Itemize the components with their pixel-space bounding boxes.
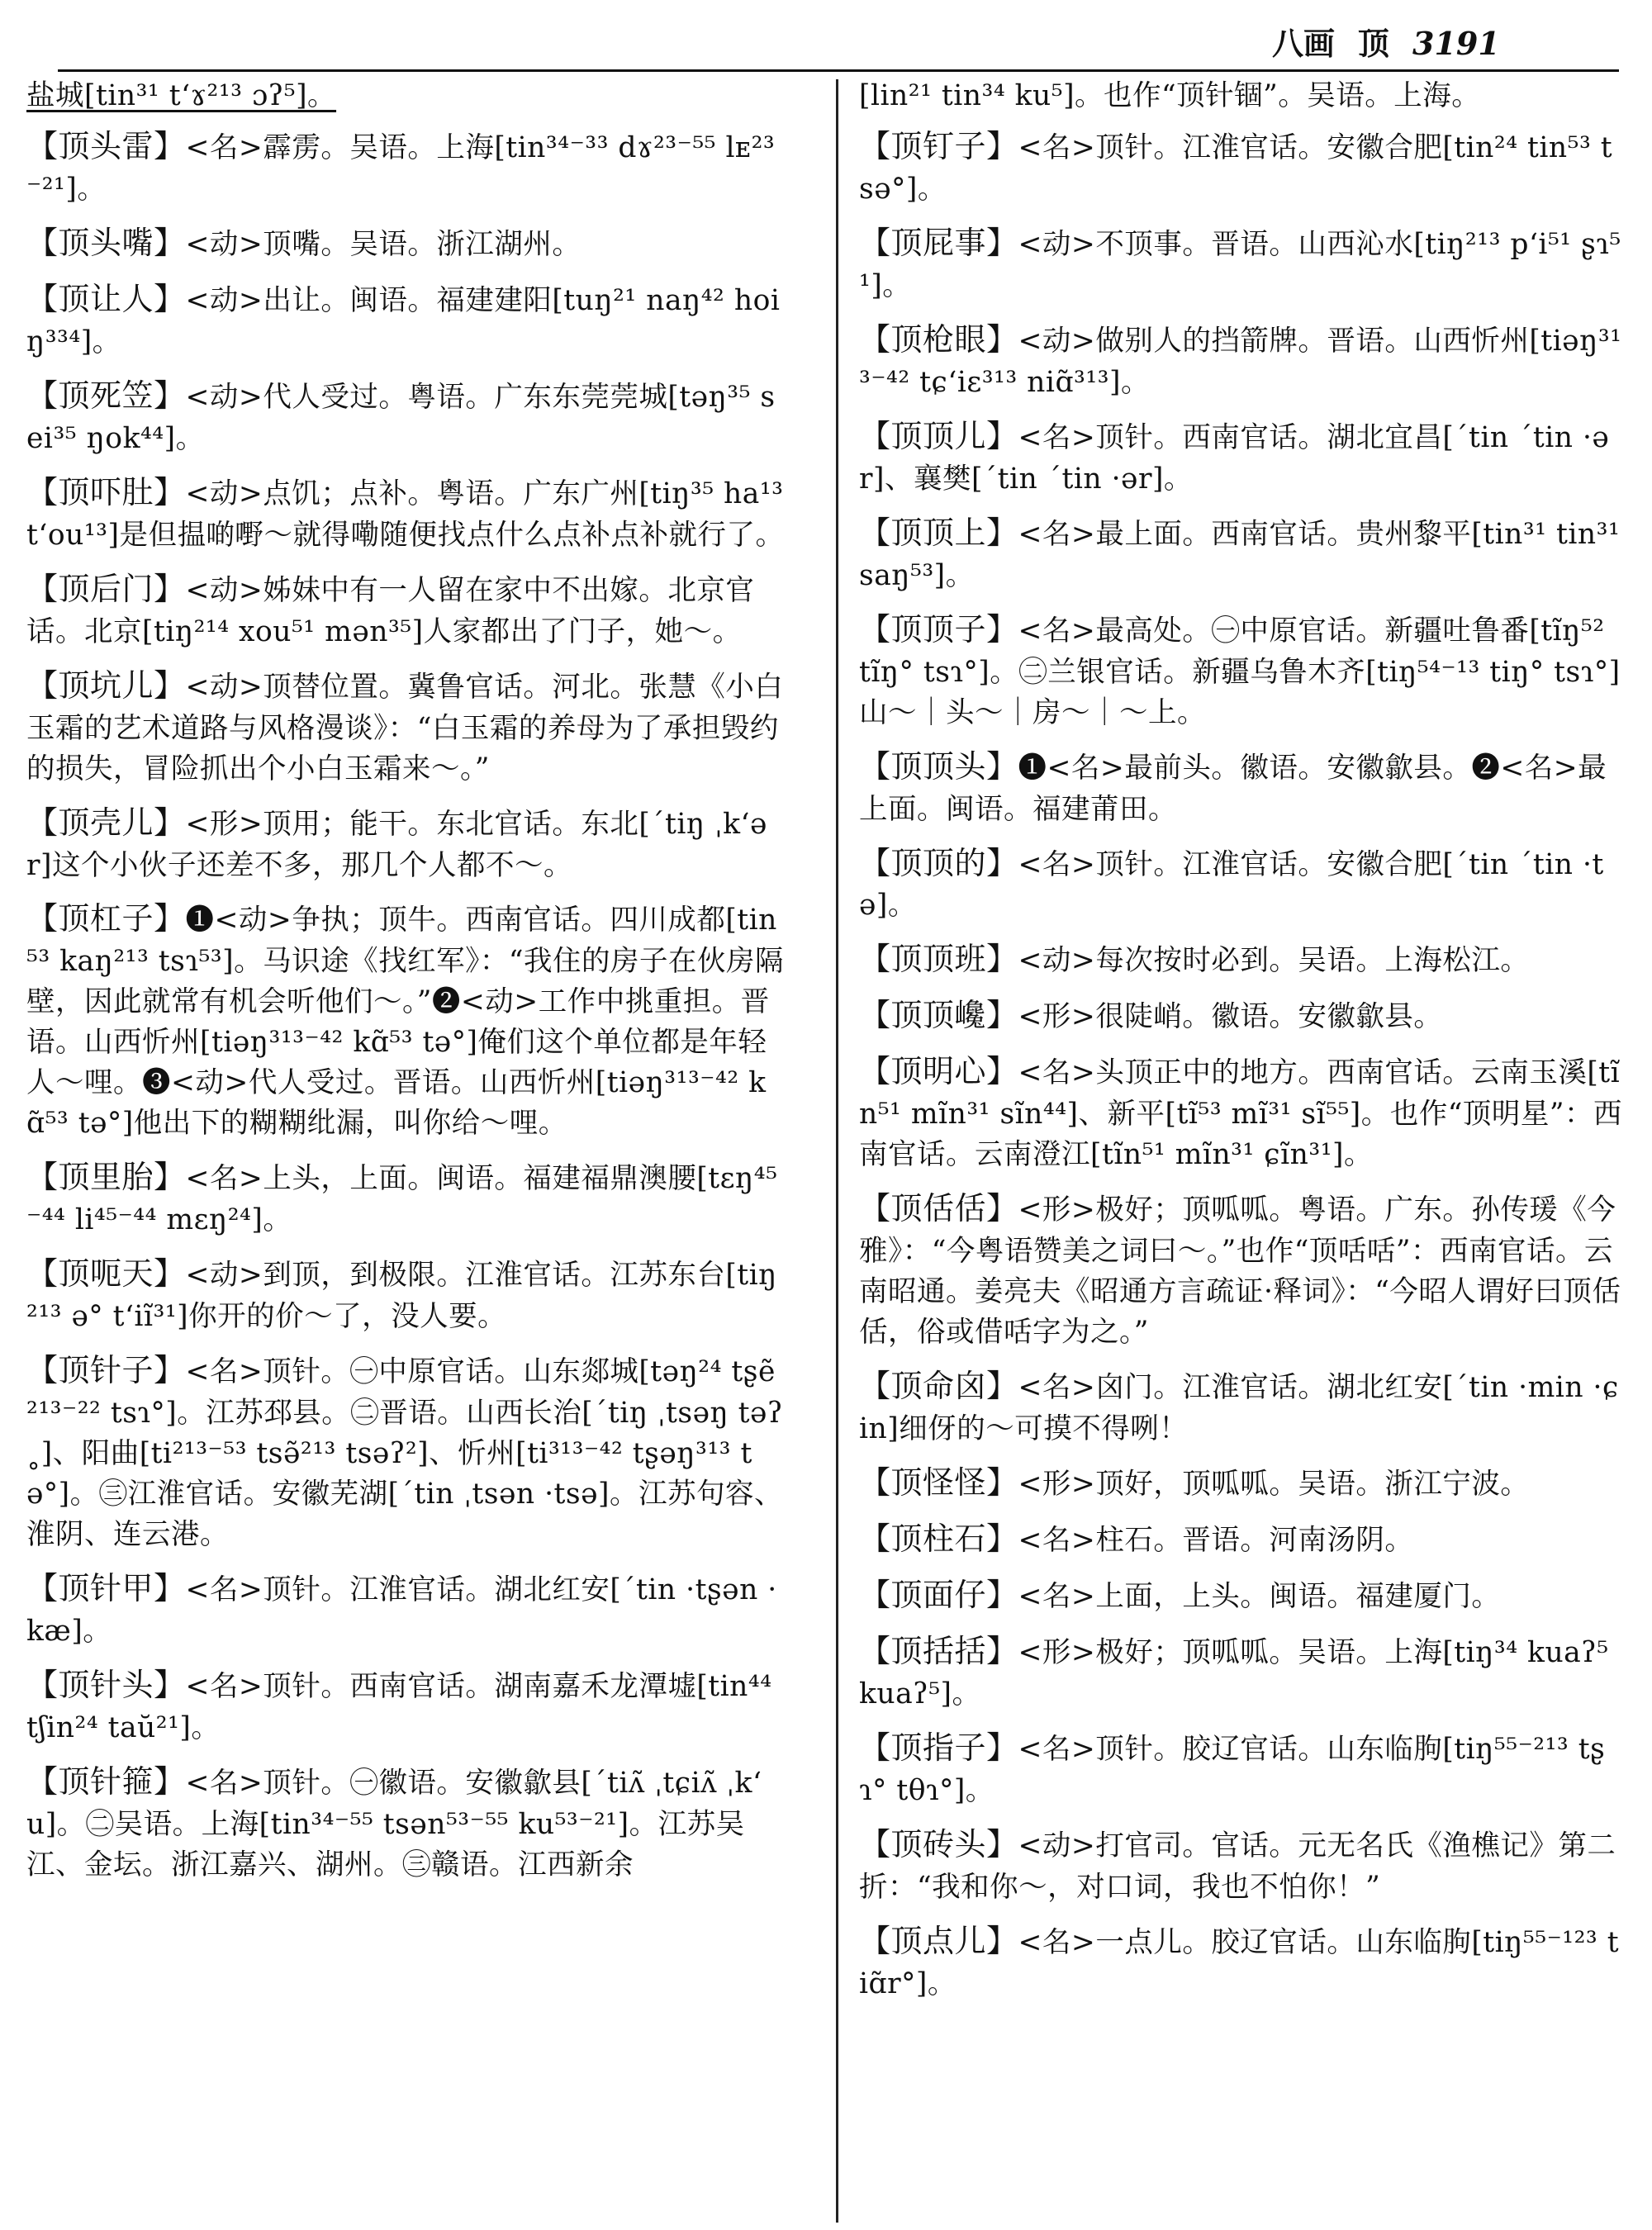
dictionary-entry [859,1630,1623,1715]
entry-text: <名>顶针。㊀徽语。安徽歙县[ˊtiʌ̃ ˌtɕiʌ̃ ˌkʻu]。㊁吴语。上海[tin³⁴⁻⁵⁵ tsən⁵³⁻⁵⁵ ku⁵³⁻²¹]。江苏吴江、金坛。浙江嘉兴、湖州。㊂赣语。江西新余 [26,1767,762,1881]
entry-headword: 【顶顶班】 [859,941,1018,978]
entry-headword: 【顶杠子】 [26,900,186,937]
entry-headword: 【顶怪怪】 [859,1464,1018,1502]
entry-text: <动>出让。闽语。福建建阳[tuŋ²¹ naŋ⁴² hoiŋ³³⁴]。 [26,283,781,358]
entry-headword: 【顶砖头】 [859,1825,1018,1862]
entry-text: <形>极好；顶呱呱。粤语。广东。孙传瑗《今雅》：“今粤语赞美之词曰～。”也作“顶咶咶”：西南官话。云南昭通。姜亮夫《昭通方言疏证·释词》：“今昭人谓好曰顶佸佸，俗或借咶字为之。” [859,1193,1621,1350]
entry-text: <名>最上面。西南官话。贵州黎平[tin³¹ tin³¹ saŋ⁵³]。 [859,517,1621,592]
entry-headword: 【顶头嘴】 [26,224,186,261]
entry-text: <动>顶替位置。冀鲁官话。河北。张慧《小白玉霜的艺术道路与风格漫谈》：“白玉霜的养母为了承担毁约的损失，冒险抓出个小白玉霜来～。” [26,670,784,785]
entry-text: <动>每次按时必到。吴语。上海松江。 [1018,944,1530,978]
dictionary-entry [26,664,786,790]
entry-text: ❶<名>最前头。徽语。安徽歙县。❷<名>最上面。闽语。福建莆田。 [859,751,1607,826]
dictionary-entry [859,1517,1623,1562]
entry-headword: 【顶括括】 [859,1633,1018,1669]
entry-headword: 【顶佸佸】 [859,1190,1018,1227]
entry-text: <名>上面，上头。闽语。福建厦门。 [1018,1580,1501,1614]
entry-text: <形>顶好，顶呱呱。吴语。浙江宁波。 [1018,1468,1530,1502]
entry-headword: 【顶后门】 [26,570,186,607]
entry-headword: 【顶吓肚】 [26,473,186,510]
entry-text: <名>霹雳。吴语。上海[tin³⁴⁻³³ dɤ²³⁻⁵⁵ lᴇ²³⁻²¹]。 [26,130,776,206]
entry-text: ❶<动>争执；顶牛。西南官话。四川成都[tin⁵³ kaŋ²¹³ tsɿ⁵³]。马识途《找红军》：“我住的房子在伙房隔壁，因此就常有机会听他们～。”❷<动>工作中挑重担。晋语。山西忻州[tiəŋ³¹³⁻⁴² kɑ̃⁵³ tə°]俺们这个单位都是年轻人～哩。❸<动>代人受过。晋语。山西忻州[tiəŋ³¹³⁻⁴² kɑ̃⁵³ tə°]他出下的糊糊纰漏，叫你给～哩。 [26,904,784,1141]
dictionary-entry [26,1252,786,1337]
entry-headword: 【顶枪眼】 [859,320,1018,358]
entry-text: <动>点饥；点补。粤语。广东广州[tiŋ³⁵ ha¹³ tʻou¹³]是但揾啲嘢～就得嘞随便找点什么点补点补就行了。 [26,477,785,552]
dictionary-entry [26,1760,786,1886]
entry-headword: 【顶针箍】 [26,1763,186,1800]
entry-headword: 【顶死笠】 [26,377,186,414]
entry-headword: 【顶点儿】 [859,1922,1018,1959]
entry-headword: 【顶顶的】 [859,844,1018,881]
dictionary-entry [26,1155,786,1241]
entry-text: <形>极好；顶呱呱。吴语。上海[tiŋ³⁴ kuaʔ⁵ kuaʔ⁵]。 [859,1636,1609,1710]
entry-headword: 【顶屁事】 [859,224,1018,261]
entry-headword: 【顶针子】 [26,1352,186,1389]
dictionary-entry [859,1726,1623,1811]
dictionary-entry [26,125,786,210]
entry-headword: 【顶针头】 [26,1667,186,1704]
entry-text: <形>很陡峭。徽语。安徽歙县。 [1018,1000,1443,1034]
entry-headword: 【顶命囟】 [859,1368,1018,1405]
entry-text: <动>打官司。官话。元无名氏《渔樵记》第二折：“我和你～，对口词，我也不怕你！” [859,1829,1616,1904]
dictionary-entry [859,1573,1623,1618]
entry-text: <名>顶针。西南官话。湖南嘉禾龙潭墟[tin⁴⁴ tʃin²⁴ taŭ²¹]。 [26,1670,772,1745]
dictionary-entry [859,994,1623,1038]
entry-text: <名>头顶正中的地方。西南官话。云南玉溪[tĩn⁵¹ mĩn³¹ sĩn⁴⁴]、新平[tĩ⁵³ mĩ³¹ sĩ⁵⁵]。也作“顶明星”：西南官话。云南澄江[tĩn⁵¹ mĩn³¹ ɕĩn³¹]。 [859,1056,1623,1172]
entry-text: <动>姊妹中有一人留在家中不出嫁。北京官话。北京[tiŋ²¹⁴ xou⁵¹ mən³⁵]人家都出了门子，她～。 [26,573,755,648]
dictionary-entry [859,76,1623,116]
dictionary-entry [859,221,1623,306]
entry-headword: 【顶指子】 [859,1729,1018,1766]
entry-headword: 【顶明心】 [859,1053,1018,1090]
page-header [1272,18,1500,64]
entry-headword: 【顶面仔】 [859,1577,1018,1614]
dictionary-entry [26,1349,786,1555]
entry-headword: 【顶柱石】 [859,1521,1018,1558]
entry-headword: 【顶坑儿】 [26,667,186,704]
header-rule [58,69,1619,72]
entry-text: <名>顶针。江淮官话。湖北红安[ˊtin ·tʂən ·kæ]。 [26,1573,777,1649]
dictionary-entry [26,76,786,116]
dictionary-entry [859,937,1623,982]
entry-text: <名>最高处。㊀中原官话。新疆吐鲁番[tĩŋ⁵² tĩŋ° tsɿ°]。㊁兰银官话。新疆乌鲁木齐[tiŋ⁵⁴⁻¹³ tiŋ° tsɿ°]山～｜头～｜房～｜～上。 [859,614,1621,729]
dictionary-entry [859,1364,1623,1450]
entry-headword: 【顶让人】 [26,280,186,317]
entry-text: <名>柱石。晋语。河南汤阴。 [1018,1524,1414,1558]
entry-headword: 【顶针甲】 [26,1570,186,1607]
column-divider [836,79,838,2223]
entry-text: <名>顶针。西南官话。湖北宜昌[ˊtin ˊtin ·ər]、襄樊[ˊtin ˊtin ·ər]。 [859,420,1610,496]
dictionary-entry [26,1567,786,1652]
dictionary-entry [26,897,786,1144]
entry-headword: 【顶里胎】 [26,1159,186,1196]
entry-text: 盐城[tin³¹ tʻɤ²¹³ ɔʔ⁵]。 [26,79,337,112]
entry-headword: 【顶壳儿】 [26,804,186,841]
entry-text: <名>顶针。江淮官话。安徽合肥[tin²⁴ tin⁵³ tsə°]。 [859,130,1613,206]
dictionary-entry [859,1050,1623,1175]
entry-headword: 【顶顶上】 [859,514,1018,551]
dictionary-entry [859,415,1623,500]
dictionary-entry [26,221,786,266]
entry-text: <形>顶用；能干。东北官话。东北[ˊtiŋ ˌkʻər]这个小伙子还差不多，那几个人都不～。 [26,807,767,882]
entry-text: <名>上头，上面。闽语。福建福鼎澳腰[tɛŋ⁴⁵⁻⁴⁴ li⁴⁵⁻⁴⁴ mɛŋ²⁴]。 [26,1162,778,1237]
dictionary-entry [26,471,786,556]
entry-text: <名>顶针。㊀中原官话。山东郯城[təŋ²⁴ tʂẽ²¹³⁻²² tsɿ°]。江苏邳县。㊁晋语。山西长治[ˊtiŋ ˌtsəŋ təʔ˳]、阳曲[ti²¹³⁻⁵³ tsə̃²¹³ tsəʔ²]、忻州[ti³¹³⁻⁴² tʂəŋ³¹³ tə°]。㊂江淮官话。安徽芜湖[ˊtin ˌtsən ·tsə]。江苏句容、淮阴、连云港。 [26,1355,783,1552]
entry-text: <动>代人受过。粤语。广东东莞莞城[təŋ³⁵ sei³⁵ ŋok⁴⁴]。 [26,380,776,455]
entry-text: <动>不顶事。晋语。山西沁水[tiŋ²¹³ pʻi⁵¹ ʂɿ⁵¹]。 [859,227,1621,302]
dictionary-entry [859,608,1623,733]
dictionary-entry [859,125,1623,210]
left-column [26,76,786,1897]
entry-headword: 【顶顶儿】 [859,417,1018,454]
dictionary-entry [859,1919,1623,2005]
right-column [859,76,1623,2016]
entry-headword: 【顶头雷】 [26,127,186,164]
dictionary-entry [26,1663,786,1748]
dictionary-entry [859,1187,1623,1353]
header-character: 顶 [1358,26,1390,62]
entry-headword: 【顶钉子】 [859,127,1018,164]
entry-text: <名>囟门。江淮官话。湖北红安[ˊtin ·min ·ɕin]细伢的～可摸不得咧！ [859,1371,1619,1446]
dictionary-entry [26,374,786,459]
dictionary-entry [859,842,1623,927]
dictionary-entry [859,745,1623,830]
entry-text: <名>一点儿。胶辽官话。山东临朐[tiŋ⁵⁵⁻¹²³ tiɑ̃r°]。 [859,1925,1620,2000]
dictionary-entry [26,278,786,363]
dictionary-entry [859,1461,1623,1506]
dictionary-entry [859,1823,1623,1908]
dictionary-entry [26,801,786,886]
dictionary-entry [26,567,786,652]
dictionary-entry [859,318,1623,403]
header-section: 八画 [1272,26,1336,62]
entry-headword: 【顶顶巉】 [859,997,1018,1034]
page-number: 3191 [1412,25,1500,62]
entry-text: [lin²¹ tin³⁴ ku⁵]。也作“顶针锢”。吴语。上海。 [859,79,1481,112]
dictionary-entry [859,511,1623,596]
entry-text: <动>做别人的挡箭牌。晋语。山西忻州[tiəŋ³¹³⁻⁴² tɕʻiɛ³¹³ niɑ̃³¹³]。 [859,324,1622,399]
entry-text: <动>顶嘴。吴语。浙江湖州。 [185,227,582,261]
entry-text: <名>顶针。江淮官话。安徽合肥[ˊtin ˊtin ·tə]。 [859,847,1604,923]
entry-headword: 【顶顶子】 [859,610,1018,648]
entry-text: <动>到顶，到极限。江淮官话。江苏东台[tiŋ²¹³ ə° tʻiĩ³¹]你开的价～了，没人要。 [26,1259,777,1334]
entry-headword: 【顶顶头】 [859,747,1018,785]
entry-headword: 【顶呃天】 [26,1255,186,1293]
entry-text: <名>顶针。胶辽官话。山东临朐[tiŋ⁵⁵⁻²¹³ tʂɿ° tθɿ°]。 [859,1732,1606,1807]
